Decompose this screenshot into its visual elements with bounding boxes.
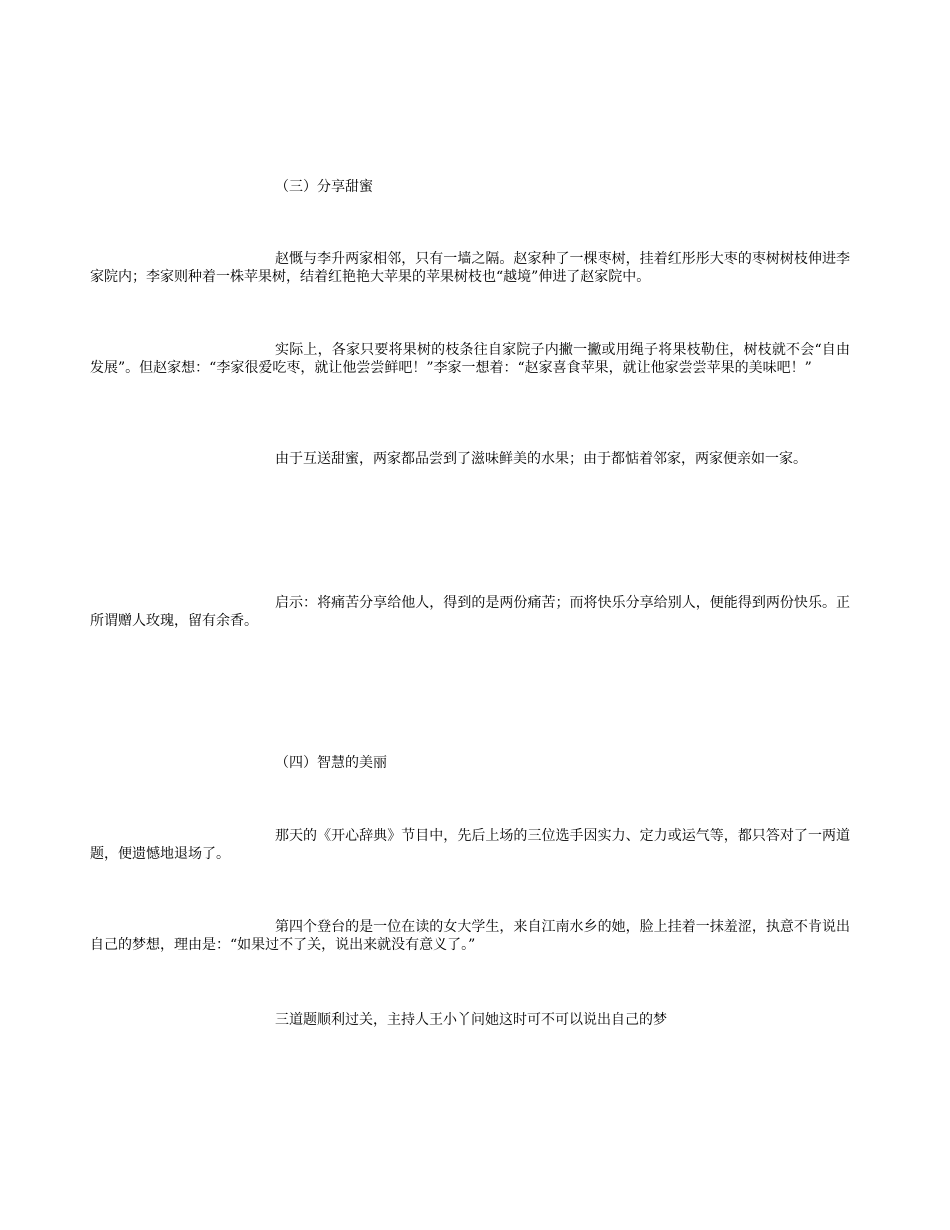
paragraph-neighbors: 赵慨与李升两家相邻，只有一墙之隔。赵家种了一棵枣树，挂着红彤彤大枣的枣树树枝伸进李家院内；李家则种着一株苹果树，结着红艳艳大苹果的苹果树枝也“越境”伸进了赵家院中。 (90, 251, 850, 285)
section-heading-share-sweetness: （三）分享甜蜜 (275, 179, 373, 195)
paragraph-tv-show: 那天的《开心辞典》节目中，先后上场的三位选手因实力、定力或运气等，都只答对了一两道题，便遗憾地退场了。 (90, 828, 850, 862)
paragraph-exchange: 由于互送甜蜜，两家都品尝到了滋味鲜美的水果；由于都惦着邻家，两家便亲如一家。 (275, 451, 807, 467)
section-heading-wisdom-beauty: （四）智慧的美丽 (275, 755, 387, 771)
paragraph-three-questions: 三道题顺利过关，主持人王小丫问她这时可不可以说出自己的梦 (275, 1012, 667, 1028)
paragraph-fourth-contestant: 第四个登台的是一位在读的女大学生，来自江南水乡的她，脸上挂着一抹羞涩，执意不肯说出自己的梦想，理由是：“如果过不了关，说出来就没有意义了。” (90, 919, 850, 953)
paragraph-branches: 实际上，各家只要将果树的枝条往自家院子内撇一撇或用绳子将果枝勒住，树枝就不会“自由发展”。但赵家想：“李家很爱吃枣，就让他尝尝鲜吧！”李家一想着：“赵家喜食苹果，就让他家尝尝苹果的美味吧！” (90, 342, 850, 376)
paragraph-moral: 启示：将痛苦分享给他人，得到的是两份痛苦；而将快乐分享给别人，便能得到两份快乐。正所谓赠人玫瑰，留有余香。 (90, 595, 850, 629)
